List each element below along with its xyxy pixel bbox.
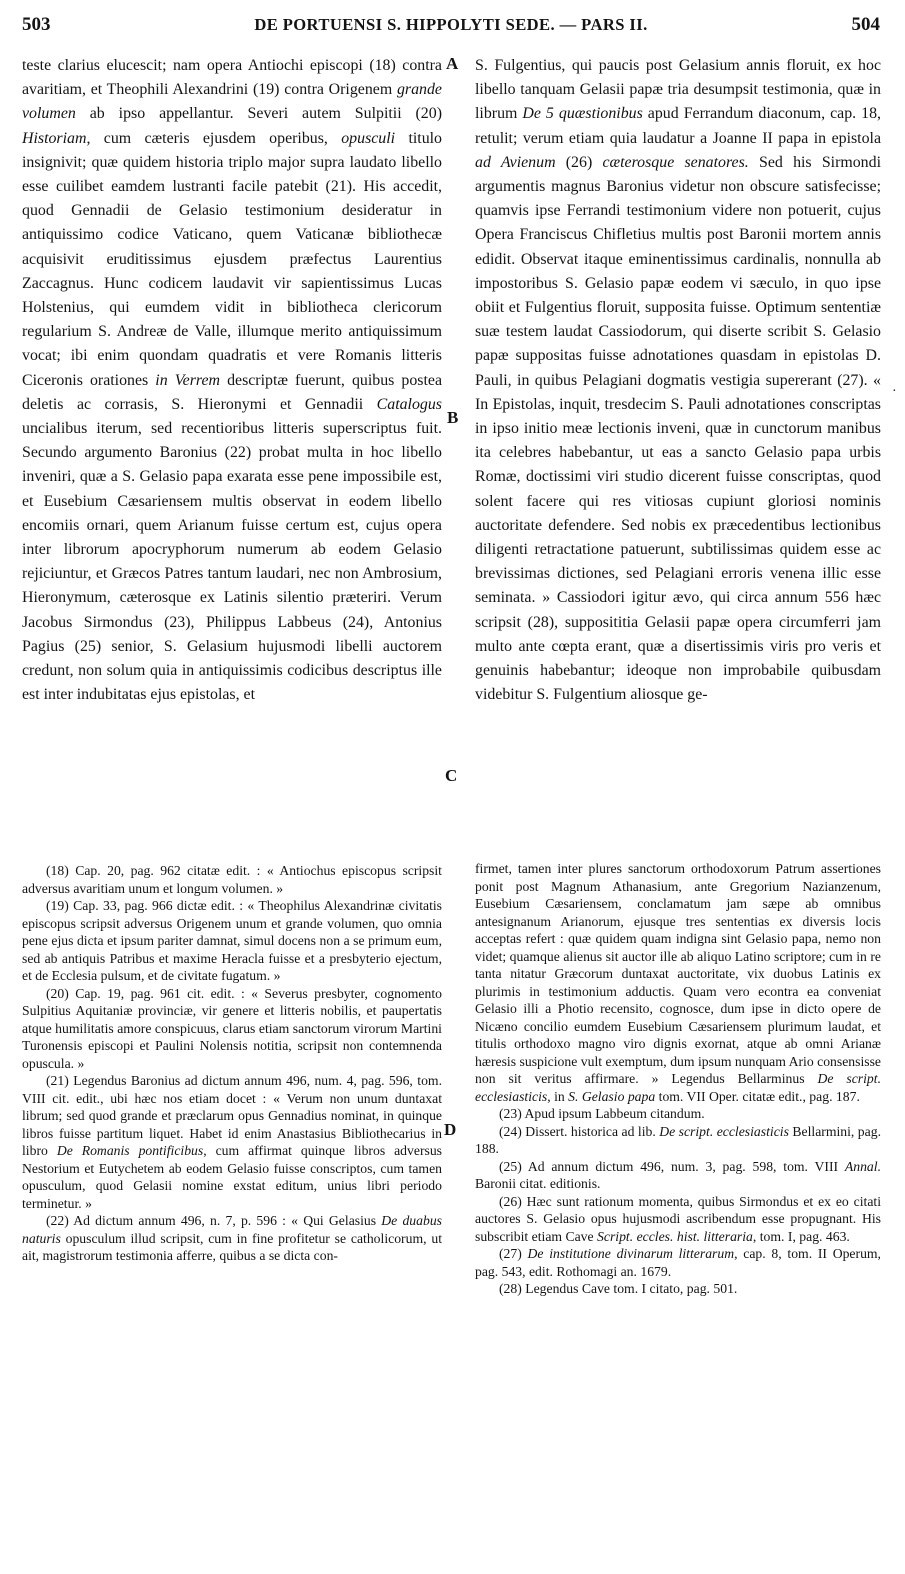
page-number-right: 504: [851, 14, 880, 35]
stray-mark: ·: [892, 384, 897, 399]
footnote: (23) Apud ipsum Labbeum citandum.: [499, 1106, 705, 1121]
footnote: (24) Dissert. historica ad lib. De script. ecclesiasticis Bellarmini, pag. 188.: [475, 1123, 881, 1156]
footnote: firmet, tamen inter plures sanctorum orthodoxorum Patrum assertiones ponit post Magnum Athanasium, ante Gregorium Nazianzenum, Eusebium Cæsariensem, conclamatum jam sæpe ab omnibus antesignanum Arianorum, ejusque tres sententias ex diversis locis acceptas refert : quæ quidem quam indigna sint Gelasio papa, nemo non videt; quamque alienus sit auctor ille ab aliquo Latino scriptore; cum in re tanta nitatur Græcorum duntaxat auctoritate, vix duobus Latinis ex plurimis in testimonium adductis. Quam vero econtra ea conveniat Gelasio illi a Photio recensito, cognosce, dum ipse in dicto opere de Nicæno concilio eumdem Eusebium Cæsariensem plurimum laudat, et titulis orthodoxo magno viro dignis exornat, atque ab omni Arianæ hæresis suspicione vult exemptum, dum ipsum nunquam Ario consensisse non sit veritus affirmare. » Legendus Bellarminus De script. ecclesiasticis, in S. Gelasio papa tom. VII Oper. citatæ edit., pag. 187.: [475, 861, 881, 1104]
body-column-left: [22, 54, 442, 856]
footnote: (21) Legendus Baronius ad dictum annum 496, num. 4, pag. 596, tom. VIII cit. edit., ubi hæc nos etiam docet : « Verum non unum duntaxat librum; sed quod grande et præclarum opus Gennadius nominat, in quinque libros fuisse partitum liquet. Habet id enim Anastasius Bibliothecarius in libro De Romanis pontificibus, cum affirmat quinque libros adversus Nestorium et Eutychetem ab eodem Gelasio fuisse conscriptos, cum tamen opusculum, quod Gelasii nomine exstat editum, unius libri periodo terminetur. »: [22, 1073, 442, 1211]
footnote: (28) Legendus Cave tom. I citato, pag. 501.: [499, 1281, 738, 1296]
body-paragraph-right: S. Fulgentius, qui paucis post Gelasium annis floruit, ex hoc libello tanquam Gelasii papæ tria desumpsit testimonia, quæ in librum De 5 quæstionibus apud Ferrandum diaconum, cap. 18, retulit; verum etiam quia laudatur a Joanne II papa in epistola ad Avienum (26) cæterosque senatores. Sed his Sirmondi argumentis magnus Baronius videtur non obscure satisfecisse; quamvis ipse Ferrandi testimonium videre non potuerit, cujus Opera Franciscus Chifletius multis post Baronii mortem annis edidit. Observat itaque eminentissimus cardinalis, nonnulla ab impostoribus S. Gelasio papæ eodem vi sæculo, in quo ipse obiit et Fulgentius floruit, supposita fuisse. Optimum sententiæ suæ testem laudat Cassiodorum, qui diserte scribit S. Gelasio papæ suppositas fuisse adnotationes quasdam in epistolas D. Pauli, in quibus Pelagiani dogmatis vestigia supererant (27). « In Epistolas, inquit, tresdecim S. Pauli adnotationes conscriptas in ipso initio meæ lectionis inveni, quæ in cunctorum manibus ita celebres habebantur, ut eas a sancto Gelasio papa urbis Romæ, doctissimi viri studio dicerent fuisse conscriptas, quod solent facere qui res vitiosas cupiunt gloriosi nominis auctoritate defendere. Sed nobis ex præcedentibus lectionibus diligenti retractatione patuerunt, subtilissimas quidem esse ac brevissimas dictiones, sed Pelagiani erroris venena illic esse seminata. » Cassiodori igitur ævo, qui circa annum 556 hæc scripsit (28), supposititia Gelasii papæ opera circumferri jam multo ante cœpta erant, quæ a disertissimis viris pro veris et genuinis habebantur; ideoque non improbabile quibusdam videbitur S. Fulgentium aliosque ge-: [475, 57, 881, 704]
footnotes-right: [475, 860, 881, 1480]
margin-marker-c: C: [445, 766, 458, 785]
footnote: (19) Cap. 33, pag. 966 dictæ edit. : « Theophilus Alexandrinæ civitatis episcopus scripsit adversus Origenem unum et grande volumen, quo omnia pene ejus dicta et ipsum pariter damnat, simul docens non a se primum eum, sed ab antiquis Patribus et maxime Heracla fuisse et a presbyterio ejectum, et de Ecclesia pulsum, et de civitate fugatum. »: [22, 898, 442, 983]
running-header: [22, 14, 880, 40]
page-number-left: 503: [22, 14, 51, 35]
footnote: (26) Hæc sunt rationum momenta, quibus Sirmondus et ex eo citati auctores S. Gelasio opus hujusmodi ascribendum esse propugnant. His subscribit etiam Cave Script. eccles. hist. litteraria, tom. I, pag. 463.: [475, 1193, 881, 1244]
body-column-right: [475, 54, 881, 856]
footnote: (22) Ad dictum annum 496, n. 7, p. 596 : « Qui Gelasius De duabus naturis opusculum illud scripsit, cum in fine profitetur se catholicorum, ut ait, magistrorum testimonia afferre, quibus a se dicta con-: [22, 1213, 442, 1263]
margin-marker-a: A: [446, 54, 459, 73]
footnotes-left: [22, 862, 442, 1552]
body-paragraph-left: teste clarius elucescit; nam opera Antiochi episcopi (18) contra avaritiam, et Theophili Alexandrini (19) contra Origenem grande volumen ab ipso appellantur. Severi autem Sulpitii (20) Historiam, cum cæteris ejusdem operibus, opusculi titulo insignivit; quæ quidem historia triplo major supra laudato libello esse cuilibet eamdem lustranti facile patebit (21). His accedit, quod Gennadii de Gelasio testimonium desideratur in antiquissimo codice Vaticano, quem Vaticanæ bibliothecæ acquisivit eruditissimus ejusdem præfectus Laurentius Zaccagnus. Hunc codicem laudavit vir sapientissimus Lucas Holstenius, qui eumdem vidit in bibliotheca clericorum regularium S. Andreæ de Valle, illumque merito antiquissimum vocat; ibi enim quondam quadratis et vere Romanis litteris Ciceronis orationes in Verrem descriptæ fuerunt, quibus postea deletis ac corrasis, S. Hieronymi et Gennadii Catalogus uncialibus iterum, sed recentioribus litteris superscriptus fuit. Secundo argumento Baronius (22) probat multa in hoc libello inveniri, quæ a S. Gelasio papa exarata esse pene impossibile est, et Eusebium Cæsariensem multis observat in eodem libello encomiis ornari, quem Arianum fuisse certum est, cujus opera inter librorum apocryphorum numerum ab eodem Gelasio rejiciuntur, et Græcos Patres tantum laudari, nec non Ambrosium, Hieronymum, cæterosque ex Latinis silentio præteriri. Verum Jacobus Sirmondus (23), Philippus Labbeus (24), Antonius Pagius (25) senior, S. Gelasium hujusmodi libelli auctorem credunt, non solum quia in antiquissimis codicibus descriptus ille est inter indubitatas ejus epistolas, et: [22, 57, 442, 704]
footnote: (25) Ad annum dictum 496, num. 3, pag. 598, tom. VIII Annal. Baronii citat. editionis.: [475, 1158, 881, 1191]
footnote: (20) Cap. 19, pag. 961 cit. edit. : « Severus presbyter, cognomento Sulpitius Aquitaniæ provinciæ, vir genere et litteris nobilis, et paupertatis atque humilitatis amore conspicuus, clarus etiam sanctorum virorum Martini Turonensis episcopi et Paulini Nolensis notitia, scripsit non contemnenda opuscula. »: [22, 985, 442, 1071]
margin-marker-d: D: [444, 1120, 457, 1139]
footnote: (18) Cap. 20, pag. 962 citatæ edit. : « Antiochus episcopus scripsit adversus avaritiam unum et longum volumen. »: [22, 863, 442, 896]
running-title: DE PORTUENSI S. HIPPOLYTI SEDE. — PARS II.: [254, 15, 648, 34]
footnote: (27) De institutione divinarum litterarum, cap. 8, tom. II Operum, pag. 543, edit. Rothomagi an. 1679.: [475, 1246, 881, 1279]
margin-marker-b: B: [447, 408, 459, 427]
